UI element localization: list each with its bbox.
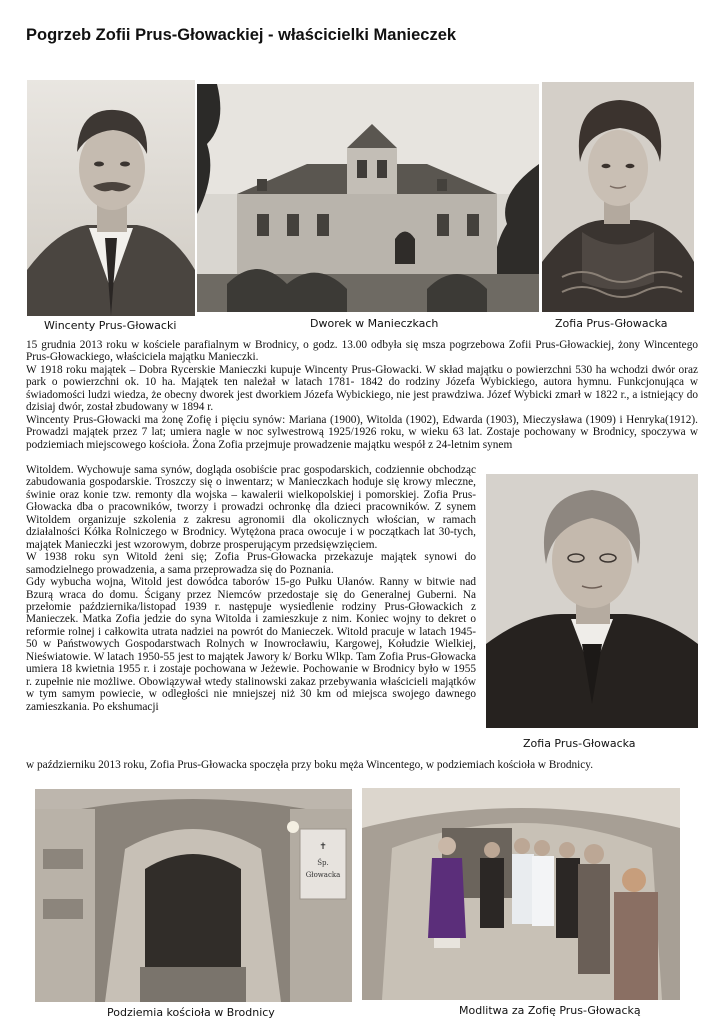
article-text-top [26, 339, 698, 451]
paragraph-war: Gdy wybucha wojna, Witold jest dowódca taborów 15-go Pułku Ułanów. Ranny w bitwie nad Bzurą wraca do domu. Ścigany przez Niemców przedostaje się do Generalnej Guberni. Na przełomie października/listopad 1939 r. następuje wysiedlenie rodziny Prus-Głowackich z Manieczek. Matka Zofia jedzie do syna Witolda i zamieszkuje z nim. Koniec wojny to dekret o reformie rolnej i całkowita utrata nadziei na powrót do Manieczek. Witold pracuje w latach 1945-50 w Państwowych Gospodarstwach Rolnych w Inowrocławiu, Kargowej, Kołudzie Wielkiej, Nieświatowie. W latach 1950-55 jest to majątek Jawory k/ Borku Wlkp. Tam Zofia Prus-Głowacka umiera 18 kwietnia 1955 r. i zostaje pochowana w Jeżewie. Pochowanie w Brodnicy było w 1955 r. zupełnie nie możliwe. Obowiązywał wtedy stalinowski zakaz przebywania właścicieli majątków w tym samym powiecie, w odległości nie mniejszej niż 30 km od miejsca swojego dawnego zamieszkania. Po ekshumacji [26, 576, 476, 713]
paragraph-management: Witoldem. Wychowuje sama synów, dogląda osobiście prac gospodarskich, codziennie obchodząc zabudowania gospodarskie. Troszczy się o inwentarz; w Manieczkach hoduje się krowy mleczne, świnie oraz konie tzw. remonty dla wojska – kawalerii wielkopolskiej i pomorskiej. Zofia Prus-Głowacka dba o pracowników, tworzy i prowadzi ochronkę dla dzieci pracowników. Z synem Witoldem organizuje szkolenia z zakresu agronomii dla okolicznych włościan, w ramach działalności Kółka Rolniczego w Brodnicy. Wytężona praca owocuje i w początkach lat 30-tych, majątek Manieczki jest wzorowym, dobrze prosperującym przedsięwzięciem. [26, 464, 476, 551]
paragraph-1938: W 1938 roku syn Witold żeni się; Zofia Prus-Głowacka przekazuje majątek synowi do samodzielnego prowadzenia, a sama przeprowadza się do Poznania. [26, 551, 476, 576]
paragraph-reburial: w październiku 2013 roku, Zofia Prus-Głowacka spoczęła przy boku męża Wincentego, w podziemiach kościoła w Brodnicy. [26, 759, 594, 771]
portrait-zofia-young-photo [542, 82, 694, 312]
manor-photo [197, 84, 539, 312]
plaque-line1: Śp. [317, 859, 329, 867]
portrait-zofia-old-photo [486, 474, 698, 728]
portrait-wincenty-photo [27, 80, 195, 316]
article-text-column [26, 464, 476, 713]
caption-wincenty: Wincenty Prus-Głowacki [44, 319, 177, 332]
caption-zofia-young: Zofia Prus-Głowacka [555, 317, 668, 330]
paragraph-estate-history: W 1918 roku majątek – Dobra Rycerskie Manieczki kupuje Wincenty Prus-Głowacki. W skład majątku o powierzchni 530 ha wchodzi dwór oraz park o powierzchni ok. 10 ha. Majątek ten należał w latach 1781- 1842 do rodziny Józefa Wybickiego, autora hymnu. Funkcjonująca w świadomości ludzi wiedza, że obecny dworek jest dworkiem Józefa Wybickiego, nie jest prawdziwa. Józef Wybicki zmarł w 1822 r., a istniejący do dzisiaj dwór, został zbudowany w 1894 r. [26, 363, 698, 414]
plaque-line2: Głowacka [305, 871, 341, 879]
caption-zofia-old: Zofia Prus-Głowacka [523, 737, 636, 750]
crypt-photo [35, 789, 352, 1002]
plaque-cross: ✝ [319, 842, 327, 852]
page-title: Pogrzeb Zofii Prus-Głowackiej - właścicielki Manieczek [26, 26, 457, 44]
paragraph-family: Wincenty Prus-Głowacki ma żonę Zofię i pięciu synów: Mariana (1900), Witolda (1902), Edwarda (1903), Mieczysława (1909) i Henryka(1912). Prowadzi majątek przez 7 lat; umiera nagle w noc sylwestrową 1925/1926 roku, w wieku 63 lat. Zostaje pochowany w Brodnicy, spoczywa w podziemiach miejscowego kościoła. Żona Zofia przejmuje prowadzenie majątku wespół z 24-letnim synem [26, 413, 698, 451]
caption-crypt: Podziemia kościoła w Brodnicy [107, 1006, 275, 1019]
article-text-bottom [26, 759, 698, 771]
caption-manor: Dworek w Manieczkach [310, 317, 439, 330]
prayer-photo [362, 788, 680, 1000]
caption-prayer: Modlitwa za Zofię Prus-Głowacką [459, 1004, 641, 1017]
paragraph-funeral: 15 grudnia 2013 roku w kościele parafialnym w Brodnicy, o godz. 13.00 odbyła się msza pogrzebowa Zofii Prus-Głowackiej, żony Wincentego Prus-Głowackiego, właściciela majątku Manieczki. [26, 339, 698, 364]
